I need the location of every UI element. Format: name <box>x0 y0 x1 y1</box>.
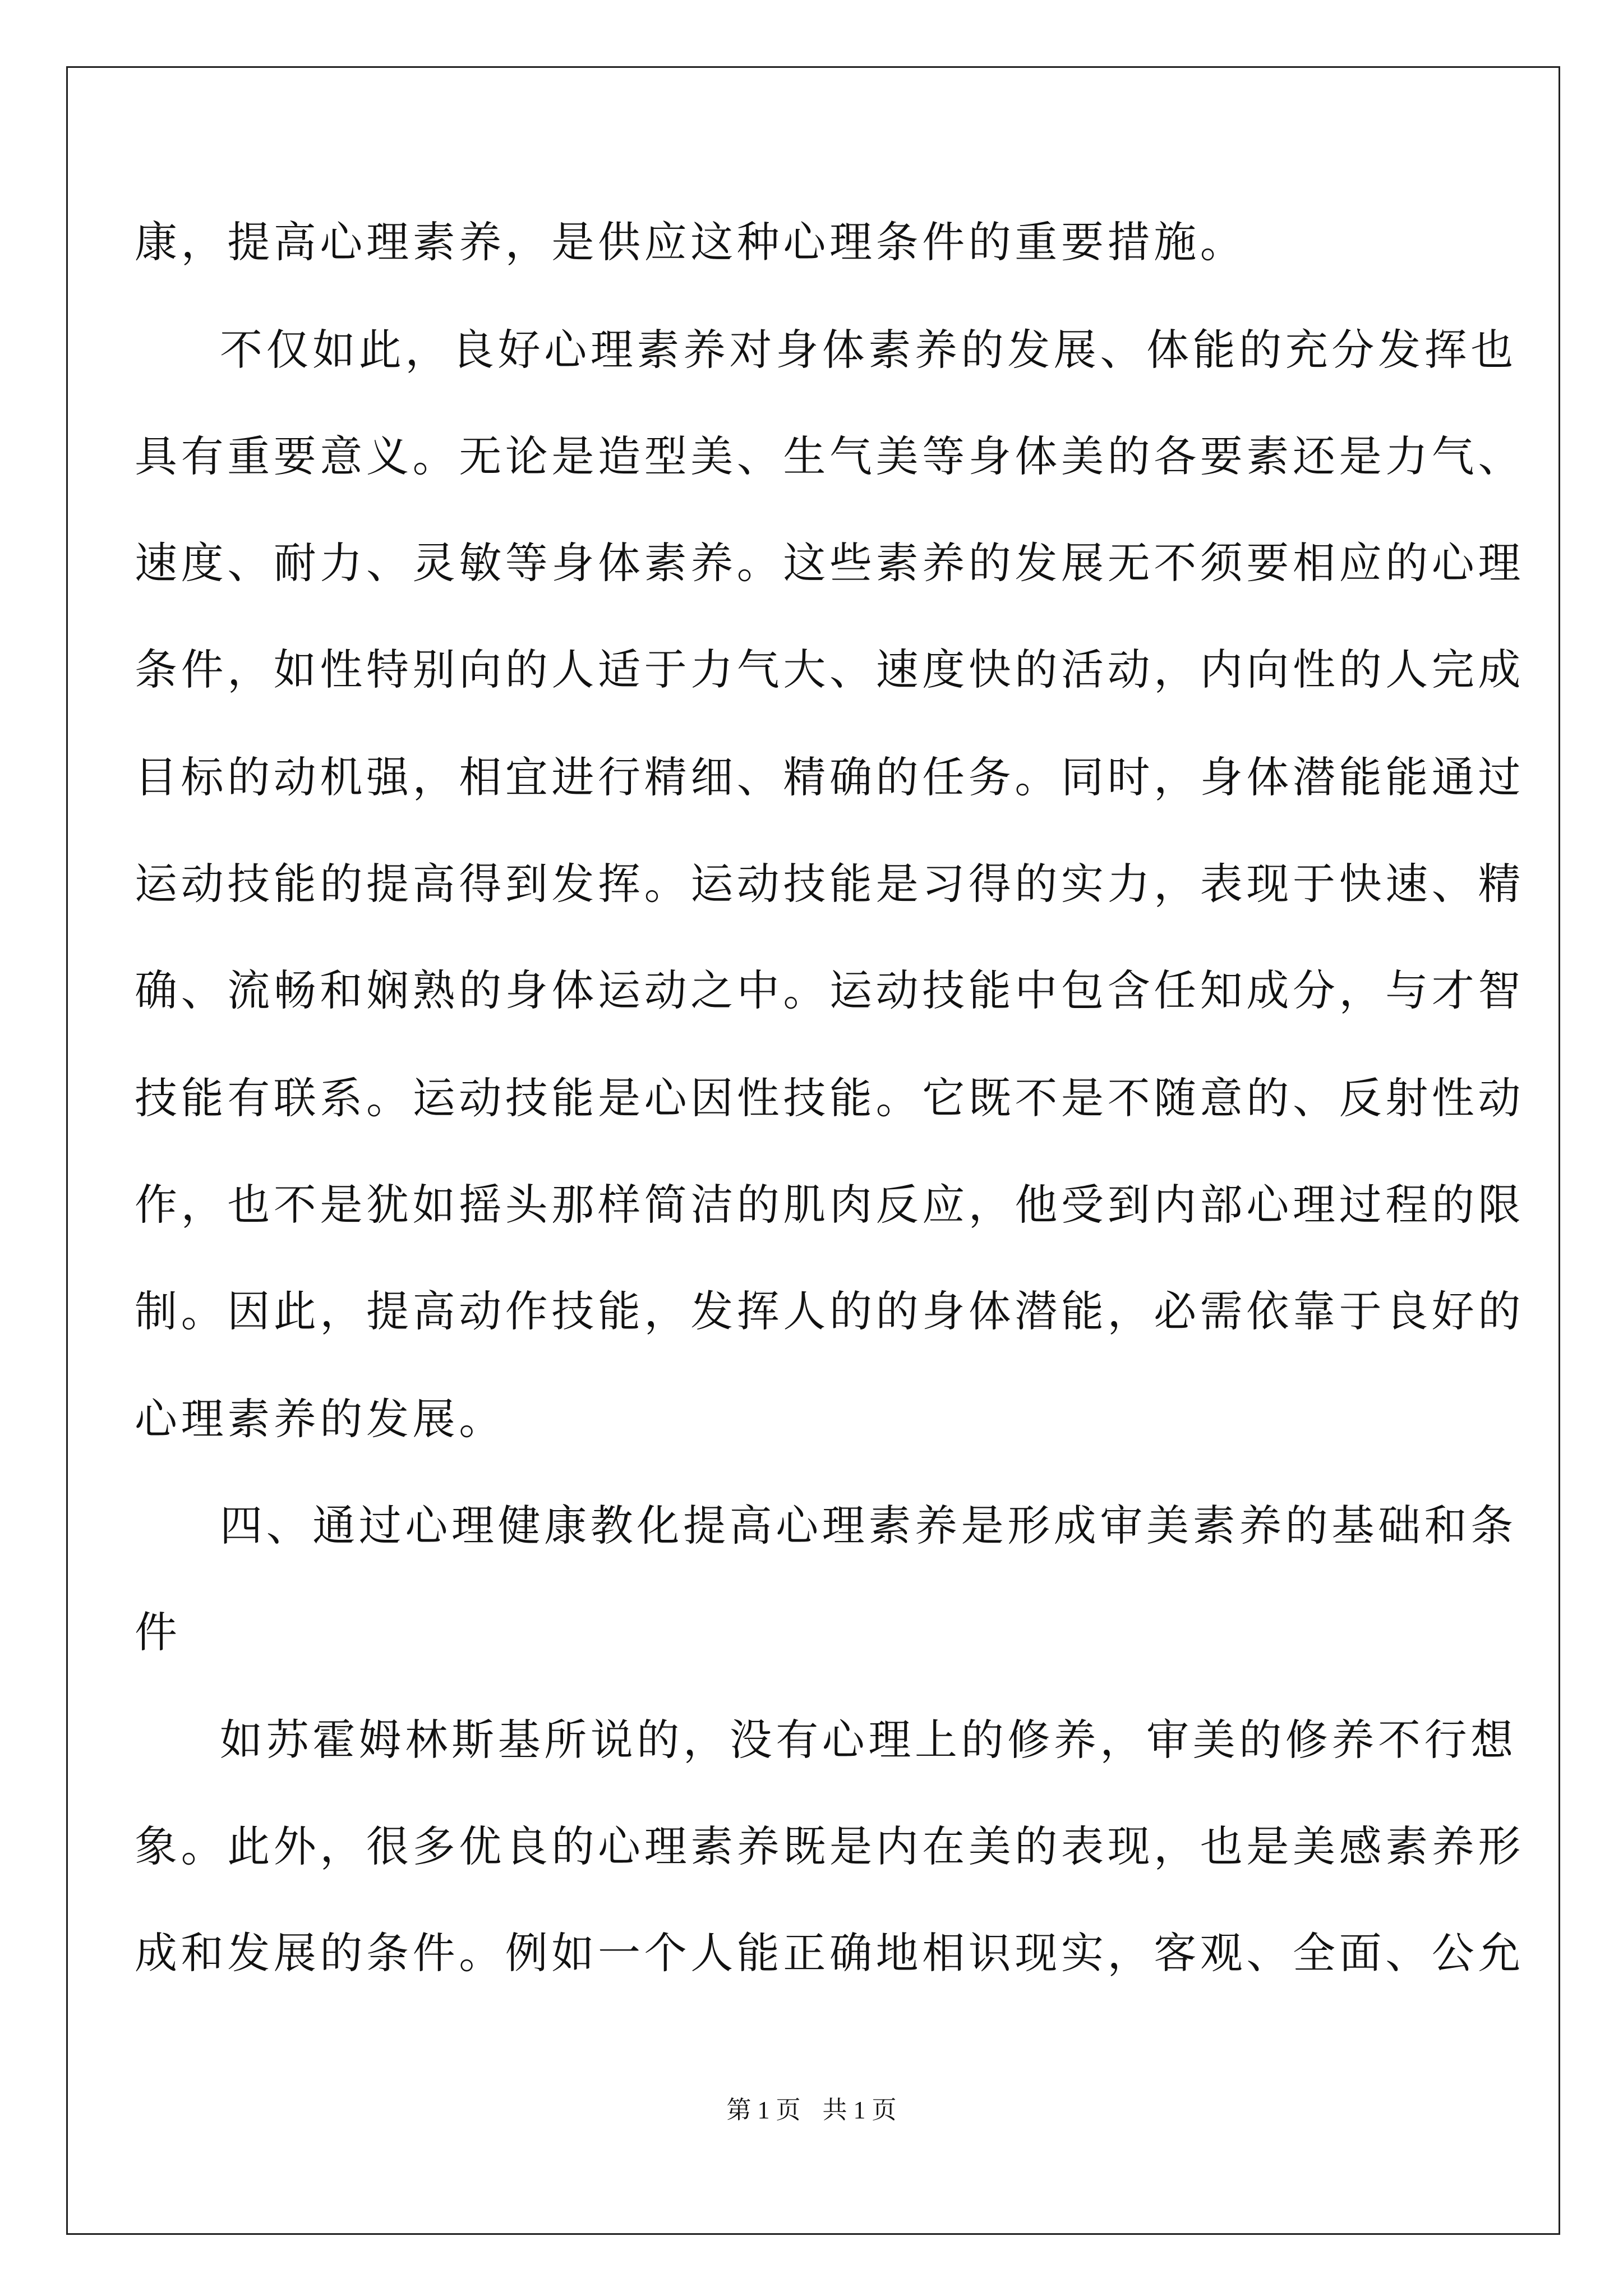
text-line: 确、流畅和娴熟的身体运动之中。运动技能中包含任知成分，与才智 <box>135 965 1524 1015</box>
text-line: 目标的动机强，相宜进行精细、精确的任务。同时，身体潜能能通过 <box>135 752 1524 802</box>
text-line: 不仅如此，良好心理素养对身体素养的发展、体能的充分发挥也 <box>220 325 1517 375</box>
text-line: 制。因此，提高动作技能，发挥人的的身体潜能，必需依靠于良好的 <box>135 1286 1524 1336</box>
text-line: 象。此外，很多优良的心理素养既是内在美的表现，也是美感素养形 <box>135 1821 1524 1871</box>
text-line: 运动技能的提高得到发挥。运动技能是习得的实力，表现于快速、精 <box>135 859 1524 909</box>
section-heading: 四、通过心理健康教化提高心理素养是形成审美素养的基础和条 <box>220 1501 1517 1550</box>
text-line: 如苏霍姆林斯基所说的，没有心理上的修养，审美的修养不行想 <box>220 1715 1517 1765</box>
text-line: 条件，如性特别向的人适于力气大、速度快的活动，内向性的人完成 <box>135 645 1524 694</box>
text-line: 康，提高心理素养，是供应这种心理条件的重要措施。 <box>135 217 1247 267</box>
page-border <box>66 66 1560 2235</box>
section-heading-continued: 件 <box>135 1607 181 1657</box>
text-line: 具有重要意义。无论是造型美、生气美等身体美的各要素还是力气、 <box>135 431 1524 481</box>
text-line: 速度、耐力、灵敏等身体素养。这些素养的发展无不须要相应的心理 <box>135 538 1524 588</box>
page-total: 共 1 页 <box>822 2096 897 2124</box>
text-line: 作，也不是犹如摇头那样简洁的肌肉反应，他受到内部心理过程的限 <box>135 1180 1524 1230</box>
text-line: 技能有联系。运动技能是心因性技能。它既不是不随意的、反射性动 <box>135 1073 1524 1123</box>
page-number: 第 1 页 <box>726 2096 801 2124</box>
page-footer <box>0 2093 1623 2127</box>
text-line: 心理素养的发展。 <box>135 1394 505 1444</box>
text-line: 成和发展的条件。例如一个人能正确地相识现实，客观、全面、公允 <box>135 1928 1524 1978</box>
